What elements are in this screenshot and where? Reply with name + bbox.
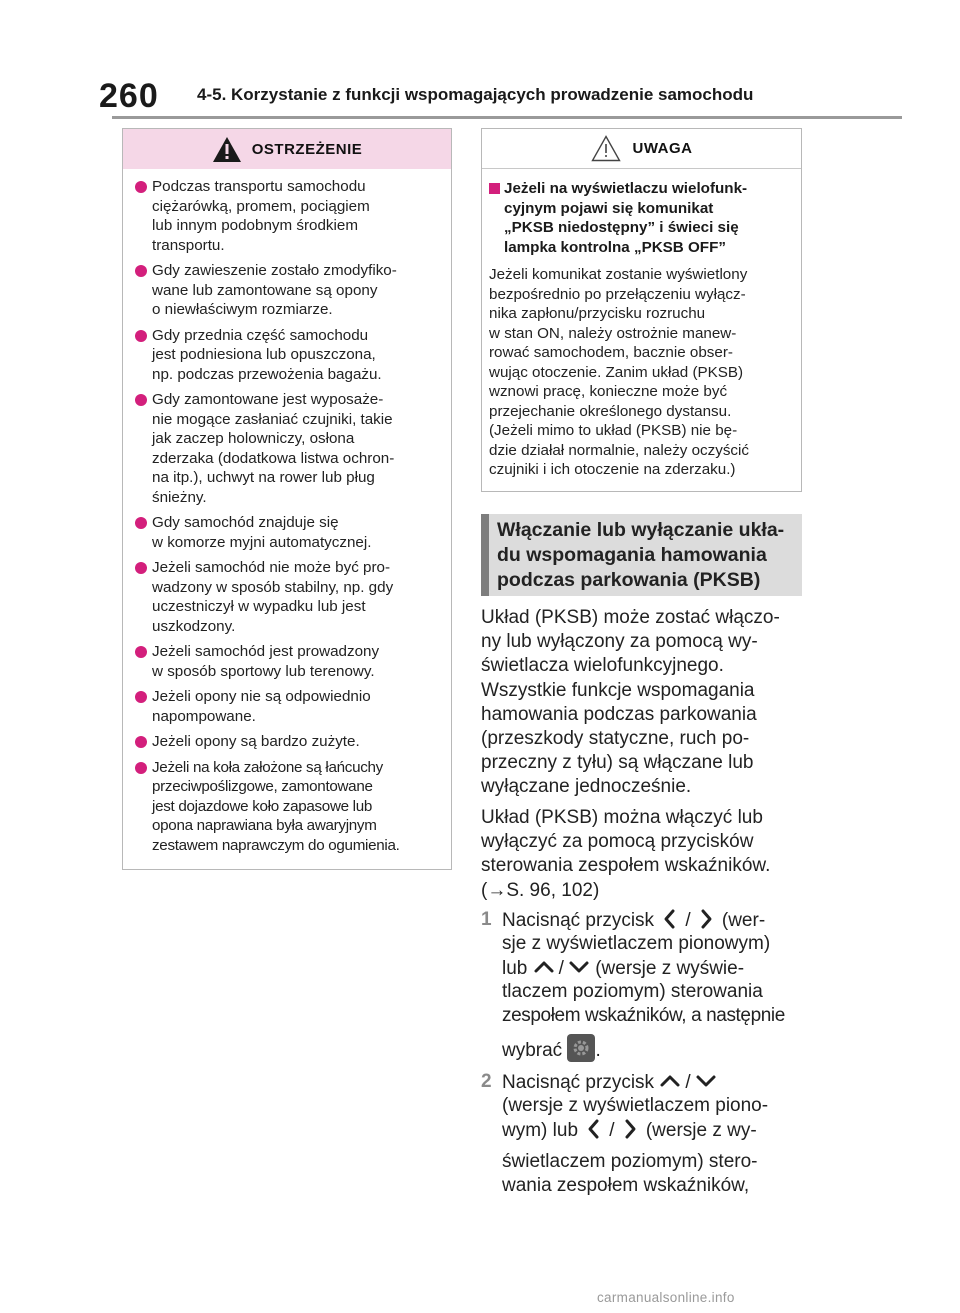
chevron-down-icon bbox=[568, 956, 590, 978]
list-item: Gdy zawieszenie zostało zmodyfiko- wane lub zamontowane są opony o niewłaściwym rozmiarze. bbox=[135, 261, 445, 320]
bullet-icon bbox=[135, 330, 147, 342]
list-item: Gdy przednia część samochodu jest podniesiona lub opuszczona, np. podczas przewożenia bagażu. bbox=[135, 326, 445, 385]
chapter-title: 4-5. Korzystanie z funkcji wspomagających prowadzenie samochodu bbox=[197, 85, 754, 104]
bullet-icon bbox=[135, 181, 147, 193]
step-1: 1 Nacisnąć przycisk / (wer- sje z wyświetlaczem pionowym) lub / (wersje z wyświe- tlaczem poziomym) sterowania zespołem wskaźników, a następnie wybrać . bbox=[481, 909, 785, 1061]
list-item: Jeżeli opony nie są odpowiednio napompowane. bbox=[135, 687, 445, 726]
chevron-left-icon bbox=[659, 908, 681, 930]
watermark: carmanualsonline.info bbox=[597, 1290, 735, 1305]
list-item: Gdy zamontowane jest wyposaże- nie mogące zasłaniać czujniki, takie jak zaczep holowniczy, osłona zderzaka (dodatkowa listwa ochron- na itp.), uchwyt na rower lub pług śnieżny. bbox=[135, 390, 445, 507]
list-item: Jeżeli samochód jest prowadzony w sposób sportowy lub terenowy. bbox=[135, 642, 445, 681]
bullet-icon bbox=[135, 265, 147, 277]
chevron-right-icon bbox=[619, 1118, 641, 1140]
list-item: Jeżeli na koła założone są łańcuchy przeciwpoślizgowe, zamontowane jest dojazdowe koło zapasowe lub opona naprawiana była awaryjnym zestawem naprawczym do ogumienia. bbox=[135, 758, 445, 856]
section-heading bbox=[481, 514, 802, 596]
page-number: 260 bbox=[99, 77, 159, 115]
warning-header bbox=[123, 129, 451, 169]
square-bullet-icon bbox=[489, 183, 500, 194]
list-item: Jeżeli samochód nie może być pro- wadzony w sposób stabilny, np. gdy uczestniczył w wypadku lub jest uszkodzony. bbox=[135, 558, 445, 636]
settings-gear-icon bbox=[567, 1034, 595, 1062]
list-item: Jeżeli opony są bardzo zużyte. bbox=[135, 732, 445, 752]
step-number: 1 bbox=[481, 909, 492, 930]
chevron-down-icon bbox=[695, 1070, 717, 1092]
list-item: Podczas transportu samochodu ciężarówką, promem, pociągiem lub innym podobnym środkiem transportu. bbox=[135, 177, 445, 255]
caution-triangle-icon bbox=[591, 135, 621, 162]
list-item: Gdy samochód znajduje się w komorze myjni automatycznej. bbox=[135, 513, 445, 552]
warning-triangle-icon bbox=[212, 136, 242, 163]
body-paragraph-2: Układ (PKSB) można włączyć lub wyłączyć za pomocą przycisków sterowania zespołem wskaźników. (→S. 96, 102) bbox=[481, 807, 771, 901]
notice-subheading: Jeżeli na wyświetlaczu wielofunk- cyjnym pojawi się komunikat „PKSB niedostępny” i świeci się lampka kontrolna „PKSB OFF” bbox=[482, 169, 801, 257]
chevron-left-icon bbox=[583, 1118, 605, 1140]
notice-title: UWAGA bbox=[632, 140, 693, 157]
bullet-icon bbox=[135, 691, 147, 703]
notice-header bbox=[482, 129, 801, 169]
bullet-icon bbox=[135, 394, 147, 406]
warning-box bbox=[122, 128, 452, 870]
step-number: 2 bbox=[481, 1071, 492, 1092]
header-divider bbox=[112, 116, 902, 119]
body-paragraph-1: Układ (PKSB) może zostać włączo- ny lub wyłączony za pomocą wy- świetlacza wielofunkcyjnego. Wszystkie funkcje wspomagania hamowania podczas parkowania (przeszkody statyczne, ruch po- przeczny z tyłu) są włączane lub wyłączane jednocześnie. bbox=[481, 607, 780, 798]
notice-body: Jeżeli komunikat zostanie wyświetlony bezpośrednio po przełączeniu wyłącz- nika zapłonu/przycisku rozruchu w stan ON, należy ostrożnie manew- rować samochodem, bacznie obser- wując otoczenie. Zanim układ (PKSB) wznowi pracę, konieczne może być przejechanie określonego dystansu. (Jeżeli mimo to układ (PKSB) nie bę- dzie działał normalnie, należy oczyścić czujniki i ich otoczenie na zderzaku.) bbox=[489, 266, 749, 478]
warning-title: OSTRZEŻENIE bbox=[251, 140, 363, 158]
section-heading-text: Włączanie lub wyłączanie ukła- du wspomagania hamowania podczas parkowania (PKSB) bbox=[497, 519, 785, 591]
bullet-icon bbox=[135, 762, 147, 774]
bullet-icon bbox=[135, 736, 147, 748]
bullet-icon bbox=[135, 517, 147, 529]
step-2: 2 Nacisnąć przycisk / (wersje z wyświetlaczem piono- wym) lub / (wersje z wy- świetlaczem poziomym) stero- wania zespołem wskaźników, bbox=[481, 1071, 769, 1196]
chevron-up-icon bbox=[659, 1070, 681, 1092]
bullet-icon bbox=[135, 646, 147, 658]
notice-box bbox=[481, 128, 802, 492]
chevron-right-icon bbox=[695, 908, 717, 930]
bullet-icon bbox=[135, 562, 147, 574]
chevron-up-icon bbox=[533, 956, 555, 978]
warning-list bbox=[123, 169, 451, 855]
